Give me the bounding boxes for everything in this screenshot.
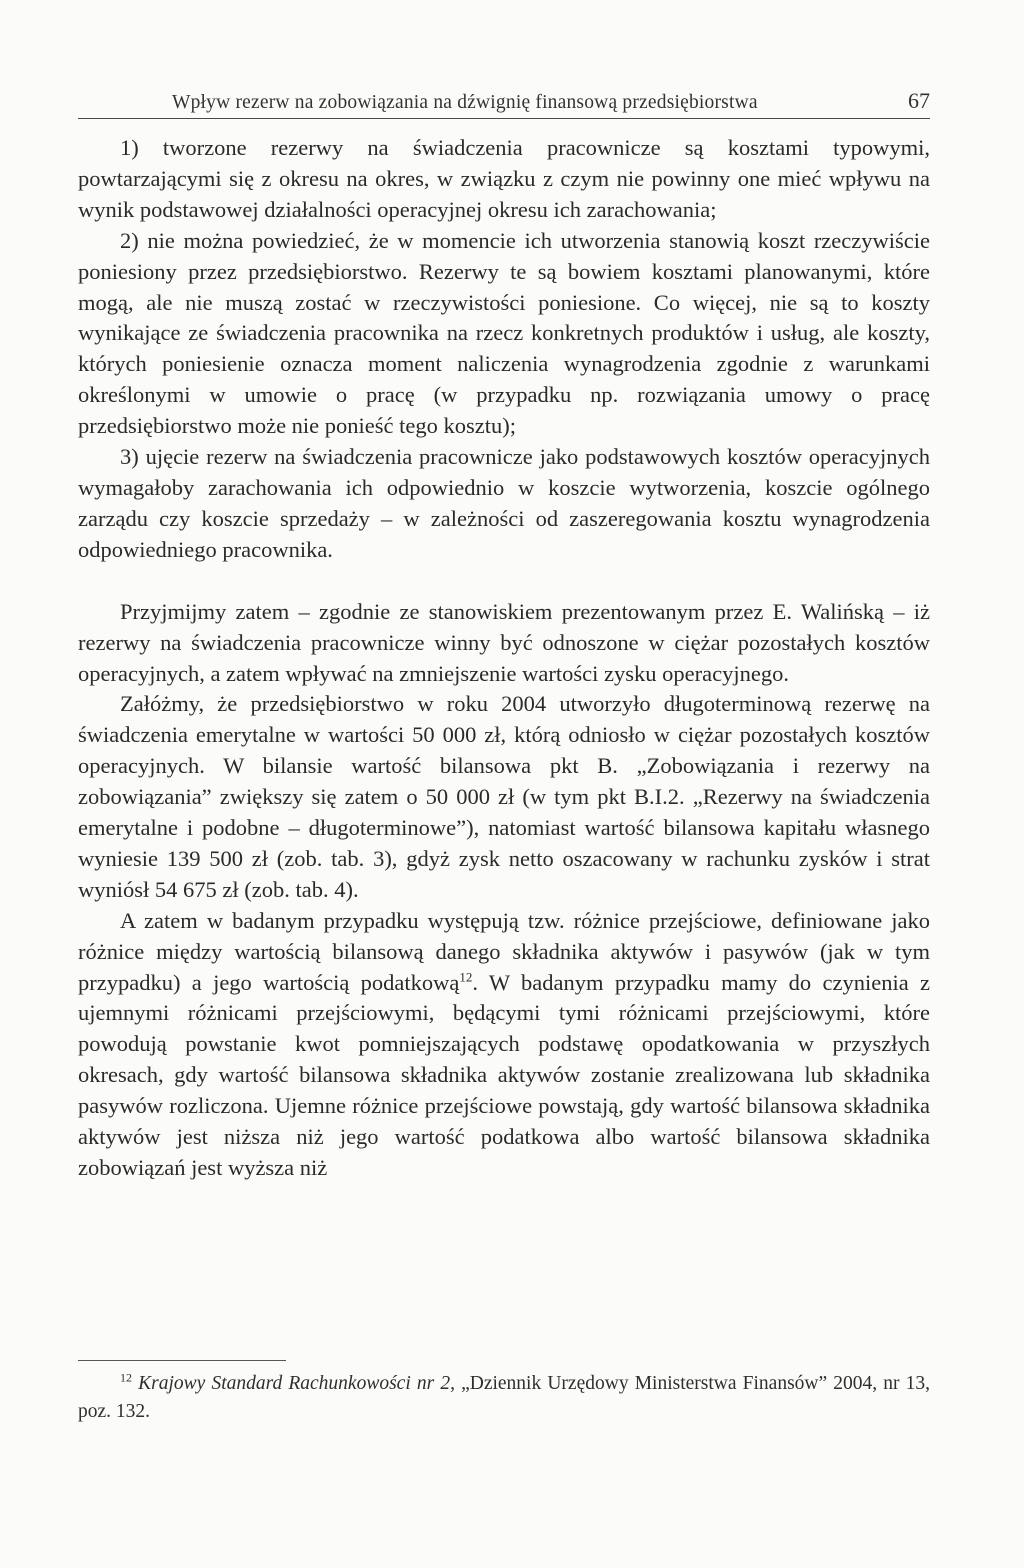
footnote-source-title: Krajowy Standard Rachunkowości nr 2, <box>138 1373 455 1394</box>
paragraph-example: Załóżmy, że przedsiębiorstwo w roku 2004 utworzyło długoterminową rezerwę na świadczenia emerytalne w wartości 50 000 zł, którą odniosło w ciężar pozostałych kosztów operacyjnych. W bilansie wartość bilansowa pkt B. „Zobowiązania i rezerwy na zobowiązania” zwiększy się zatem o 50 000 zł (w tym pkt B.I.2. „Rezerwy na świadczenia emerytalne i podobne – długoterminowe”), natomiast wartość bilansowa kapitału własnego wyniesie 139 500 zł (zob. tab. 3), gdyż zysk netto oszacowany w rachunku zysków i strat wyniósł 54 675 zł (zob. tab. 4). <box>78 691 930 902</box>
document-page <box>78 84 930 1184</box>
list-item-1: 1) tworzone rezerwy na świadczenia pracownicze są kosztami typowymi, powtarzającymi się z okresu na okres, w związku z czym nie powinny one mieć wpływu na wynik podstawowej działalności operacyjnej okresu ich zarachowania; <box>78 135 930 222</box>
footnote-number: 12 <box>120 1370 132 1385</box>
paragraph-differences-continued: . W badanym przypadku mamy do czynienia z ujemnymi różnicami przejściowymi, będącymi tymi różnicami przejściowymi, które powodują powstanie kwot pomniejszających podstawę opodatkowania w przyszłych okresach, gdy wartość bilansowa składnika aktywów zostanie zrealizowana lub składnika pasywów rozliczona. Ujemne różnice przejściowe powstają, gdy wartość bilansowa składnika aktywów jest niższa niż jego wartość podatkowa albo wartość bilansowa składnika zobowiązań jest wyższa niż <box>78 969 930 1180</box>
paragraph-differences <box>78 906 930 1184</box>
footnote <box>78 1370 930 1426</box>
body-text <box>78 133 930 1184</box>
footnote-text: „Dziennik Urzędowy Ministerstwa Finansów” 2004, nr 13, poz. 132. <box>78 1373 931 1422</box>
list-item-2: 2) nie można powiedzieć, że w momencie ich utworzenia stanowią koszt rzeczywiście poniesiony przez przedsiębiorstwo. Rezerwy te są bowiem kosztami planowanymi, które mogą, ale nie muszą zostać w rzeczywistości poniesione. Co więcej, nie są to koszty wynikające ze świadczenia pracownika na rzecz konkretnych produktów i usług, ale koszty, których poniesienie oznacza moment naliczenia wynagrodzenia zgodnie z warunkami określonymi w umowie o pracę (w przypadku np. rozwiązania umowy o pracę przedsiębiorstwo może nie ponieść tego kosztu); <box>78 227 930 439</box>
paragraph-differences-text: A zatem w badanym przypadku występują tzw. różnice przejściowe, definiowane jako różnice między wartością bilansową danego składnika aktywów i pasywów (jak w tym przypadku) a jego wartością podatkową <box>78 907 930 995</box>
paragraph-assumption: Przyjmijmy zatem – zgodnie ze stanowiskiem prezentowanym przez E. Walińską – iż rezerwy na świadczenia pracownicze winny być odnoszone w ciężar pozostałych kosztów operacyjnych, a zatem wpływać na zmniejszenie wartości zysku operacyjnego. <box>78 598 930 686</box>
list-item-3: 3) ujęcie rezerw na świadczenia pracownicze jako podstawowych kosztów operacyjnych wymagałoby zarachowania ich odpowiednio w koszcie wytworzenia, koszcie ogólnego zarządu czy koszcie sprzedaży – w zależności od zaszeregowania kosztu wynagrodzenia odpowiedniego pracownika. <box>78 444 930 562</box>
paragraph-gap <box>78 566 930 597</box>
footnote-reference: 12 <box>459 969 473 985</box>
running-title: Wpływ rezerw na zobowiązania na dźwignię finansową przedsiębiorstwa <box>172 92 758 113</box>
page-number: 67 <box>908 88 930 113</box>
footnote-divider <box>78 1360 286 1361</box>
running-header <box>78 84 930 119</box>
